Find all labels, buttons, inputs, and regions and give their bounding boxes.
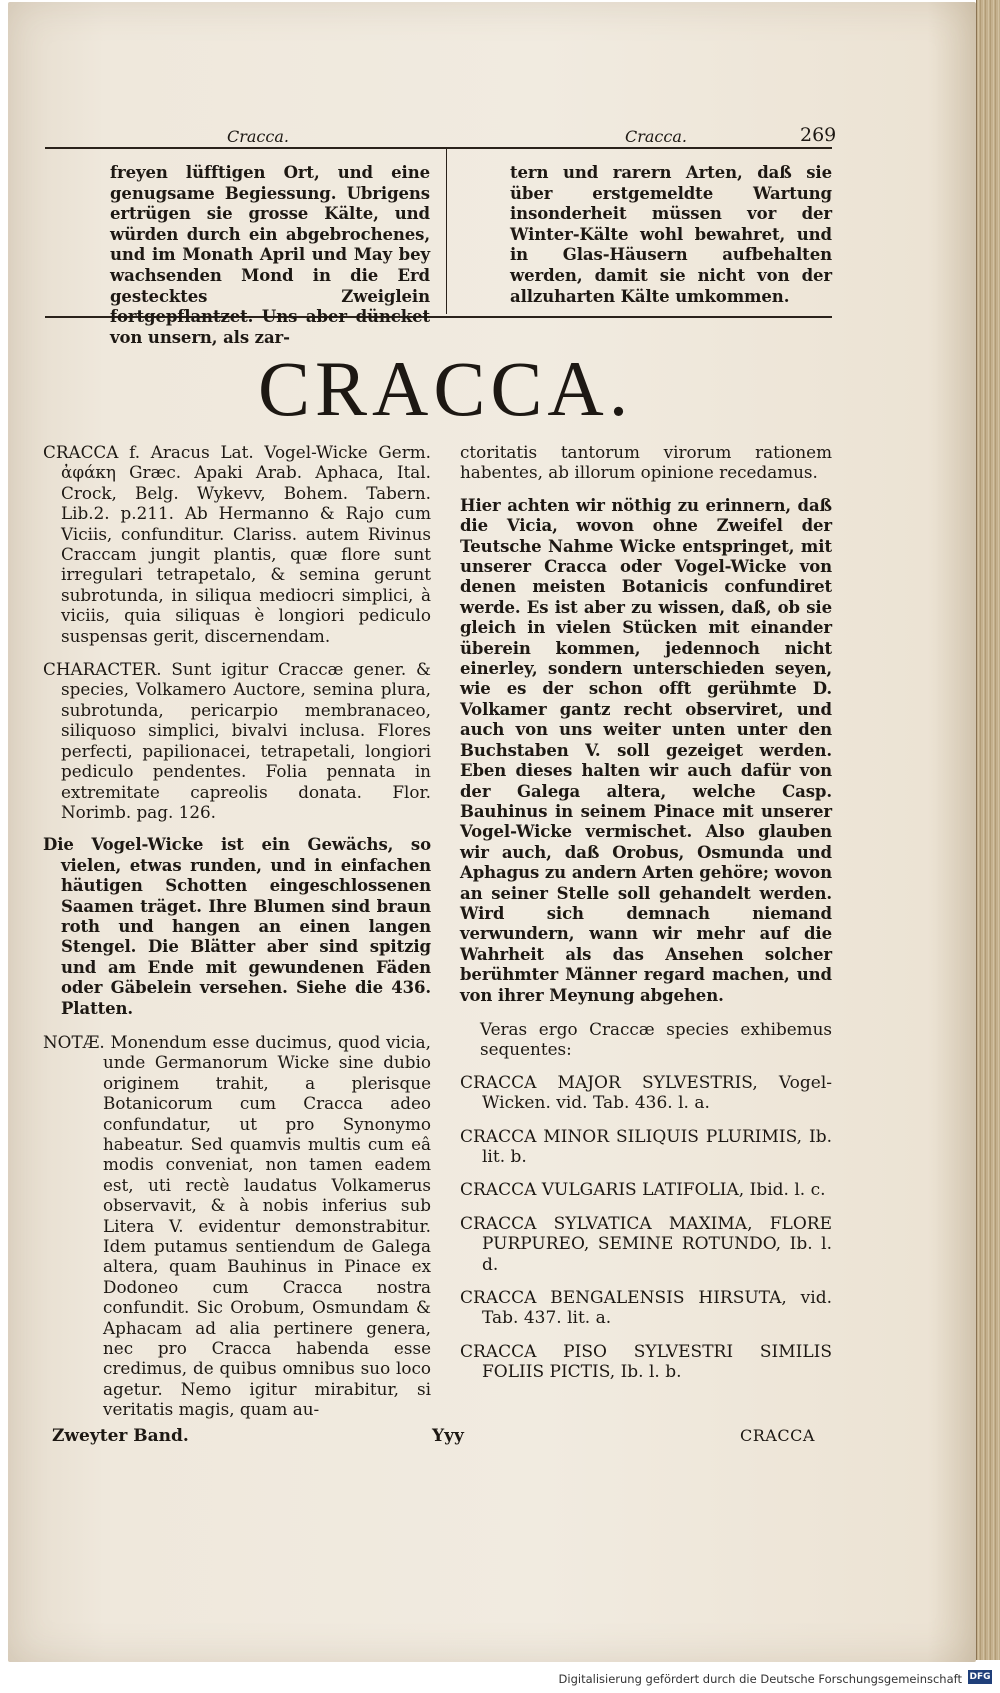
left-column: [43, 442, 431, 1433]
right-column: [460, 442, 832, 1396]
digitization-credit: Digitalisierung gefördert durch die Deutsche Forschungsgemeinschaft: [558, 1672, 962, 1686]
notae-paragraph: NOTÆ. Monendum esse ducimus, quod vicia, unde Germanorum Wicke sine dubio originem trahit, a plerisque Botanicorum cum Cracca adeo confundatur, ut pro Synonymo habeatur. Sed quamvis multis cum eâ modis conveniat, non tamen eadem est, uti rectè laudatus Volkamerus observavit, & à nobis inferius sub Litera V. evidentur demonstrabitur. Idem putamus sentiendum de Galega altera, quam Bauhinus in Pinace ex Dodoneo cum Cracca nostra confundit. Sic Orobum, Osmundam & Aphacam ad alia pertinere genera, nec pro Cracca habenda esse credimus, de quibus omnibus suo loco agetur. Nemo igitur mirabitur, si veritatis magis, quam au-: [43, 1031, 431, 1420]
species-item: CRACCA SYLVATICA MAXIMA, FLORE PURPUREO, SEMINE ROTUNDO, Ib. l. d.: [460, 1213, 832, 1275]
page-edges: [976, 0, 1000, 1660]
species-intro: Veras ergo Craccæ species exhibemus sequentes:: [480, 1018, 832, 1060]
running-head-left: Cracca.: [227, 127, 289, 146]
species-item: CRACCA MAJOR SYLVESTRIS, Vogel-Wicken. vid. Tab. 436. l. a.: [460, 1072, 832, 1114]
catchword: CRACCA: [740, 1426, 815, 1445]
character-paragraph: CHARACTER. Sunt igitur Craccæ gener. & species, Volkamero Auctore, semina plura, subrotunda, pericarpio membranaceo, siliquoso simplici, bivalvi inclusa. Flores perfecti, papilionacei, tetrapetali, longiori pediculo pendentes. Folia pennata in extremitate capreolis donata. Flor. Norimb. pag. 126.: [43, 659, 431, 822]
running-head-right: Cracca.: [625, 127, 687, 146]
species-item: CRACCA VULGARIS LATIFOLIA, Ibid. l. c.: [460, 1180, 826, 1201]
species-item: CRACCA PISO SYLVESTRI SIMILIS FOLIIS PICTIS, Ib. l. b.: [460, 1341, 832, 1383]
species-item: CRACCA BENGALENSIS HIRSUTA, vid. Tab. 437. lit. a.: [460, 1288, 832, 1329]
german-description: Die Vogel-Wicke ist ein Gewächs, so vielen, etwas runden, und in einfachen häutigen Schotten eingeschlossenen Saamen träget. Ihre Blumen sind braun roth und hangen an einen langen Stengel. Die Blätter aber sind spitzig und am Ende mit gewundenen Fäden oder Gäbelein versehen. Siehe die 436. Platten.: [43, 835, 431, 1018]
gathering-signature: Yyy: [432, 1426, 464, 1446]
article-title: CRACCA.: [258, 345, 634, 432]
continuation-paragraph: ctoritatis tantorum virorum rationem habentes, ab illorum opinione recedamus.: [460, 442, 832, 483]
top-right-text: tern und rarern Arten, daß sie über erstgemeldte Wartung insonderheit müssen vor der Winter-Kälte wohl bewahret, und in Glas-Häusern aufbehalten werden, damit sie nicht von der allzuharten Kälte umkommen.: [510, 163, 832, 306]
top-left-text: freyen lüfftigen Ort, und eine genugsame Begiessung. Ubrigens ertrügen sie grosse Kälte, und würden durch ein abgebrochenes, und im Monath April und May bey wachsenden Mond in die Erd gestecktes Zweiglein fortgepflantzet. Uns aber düncket von unsern, als zar-: [110, 163, 430, 347]
german-note: Hier achten wir nöthig zu erinnern, daß die Vicia, wovon ohne Zweifel der Teutsche Nahme Wicke entspringet, mit unserer Cracca oder Vogel-Wicke von denen meisten Botanicis confundiret werde. Es ist aber zu wissen, daß, ob sie gleich in vielen Stücken mit einander überein kommen, jedennoch nicht einerley, sondern unterschieden seyen, wie es der schon offt gerühmte D. Volkamer gantz recht observiret, und auch von uns weiter unten unter den Buchstaben V. soll gezeiget werden. Eben dieses halten wir auch dafür von der Galega altera, welche Casp. Bauhinus in seinem Pinace mit unserer Vogel-Wicke vermischet. Also glauben wir auch, daß Orobus, Osmunda und Aphagus zu andern Arten gehöre; wovon an seiner Stelle soll gehandelt werden. Wird sich demnach niemand verwundern, wann wir mehr auf die Wahrheit als das Ansehen solcher berühmter Männer regard machen, und von ihrer Meynung abgehen.: [460, 495, 832, 1005]
intro-paragraph: CRACCA f. Aracus Lat. Vogel-Wicke Germ. ἀφάκη Græc. Apaki Arab. Aphaca, Ital. Crock, Belg. Wykevv, Bohem. Tabern. Lib.2. p.211. Ab Hermanno & Rajo cum Viciis, confunditur. Clariss. autem Rivinus Craccam jungit plantis, quæ flore sunt irregulari tetrapetalo, & semina gerunt subrotunda, in siliqua mediocri simplici, à viciis, quia siliquas è longiori pediculo suspensas gerit, discernendam.: [43, 442, 431, 646]
species-list: [460, 1073, 832, 1383]
page-number: 269: [800, 124, 837, 146]
species-item: CRACCA MINOR SILIQUIS PLURIMIS, Ib. lit. b.: [460, 1126, 832, 1167]
header-rule: [45, 147, 832, 149]
top-column-divider: [446, 149, 447, 314]
dfg-logo-icon: DFG: [969, 1672, 991, 1682]
volume-signature: Zweyter Band.: [52, 1426, 189, 1446]
